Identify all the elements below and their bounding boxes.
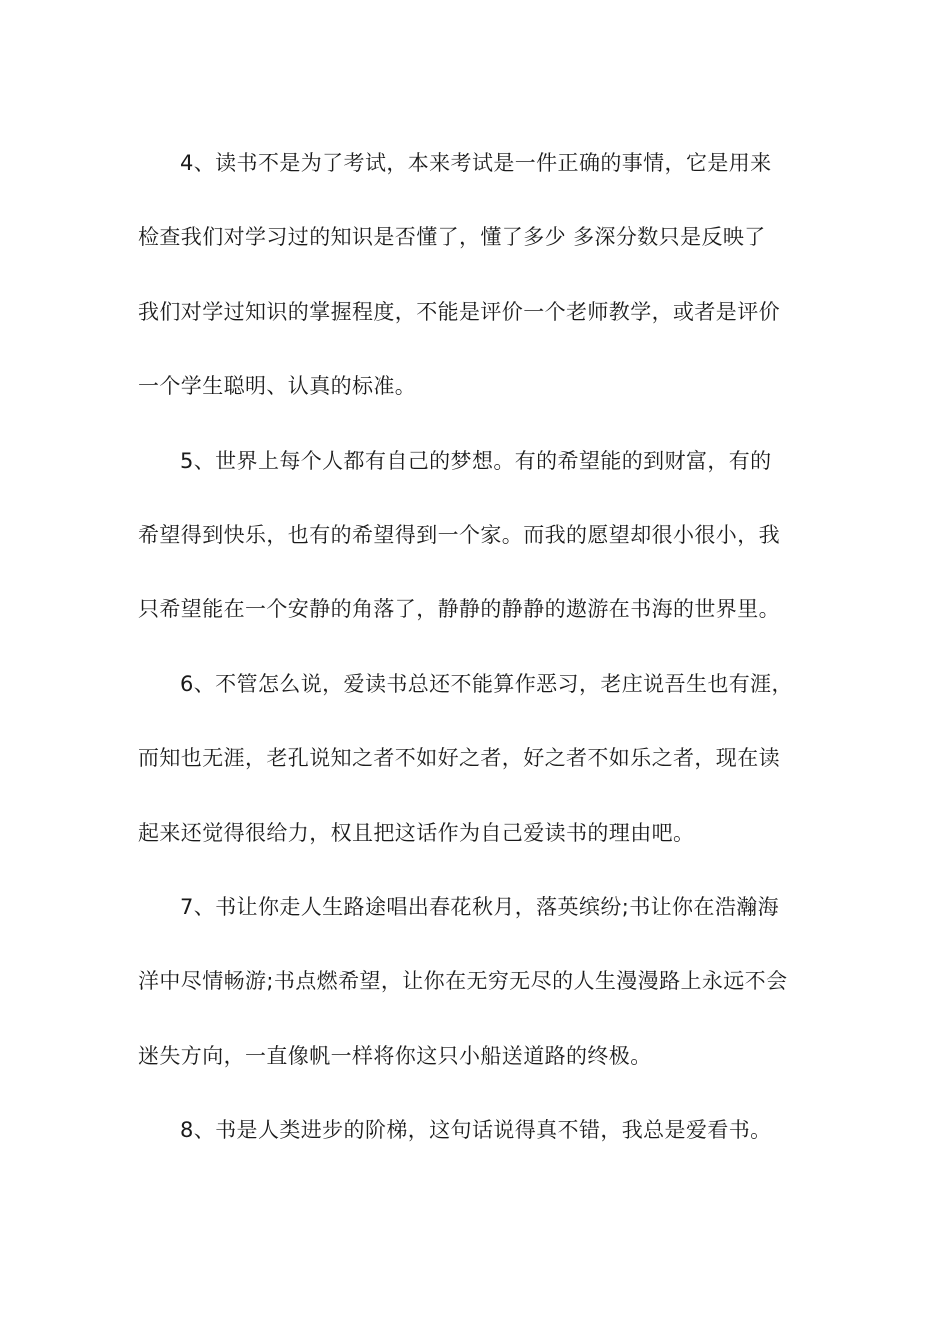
paragraph-6-line-1: 6、不管怎么说，爱读书总还不能算作恶习，老庄说吾生也有涯，: [180, 671, 793, 696]
document-body: [138, 140, 818, 1181]
paragraph-4-line-1: 4、读书不是为了考试，本来考试是一件正确的事情，它是用来: [180, 151, 772, 175]
paragraph-5-line-1: 5、世界上每个人都有自己的梦想。有的希望能的到财富，有的: [180, 448, 772, 473]
paragraph-4-line-3: 我们对学过知识的掌握程度，不能是评价一个老师教学，或者是评价: [138, 299, 780, 324]
paragraph-7-line-3: 迷失方向，一直像帆一样将你这只小船送道路的终极。: [138, 1043, 652, 1068]
paragraph-6-line-3: 起来还觉得很给力，权且把这话作为自己爱读书的理由吧。: [138, 820, 695, 845]
paragraph-5-line-2: 希望得到快乐，也有的希望得到一个家。而我的愿望却很小很小，我: [138, 522, 780, 547]
paragraph-5-line-3: 只希望能在一个安静的角落了，静静的静静的遨游在书海的世界里。: [138, 597, 780, 622]
paragraph-6-line-2: 而知也无涯，老孔说知之者不如好之者，好之者不如乐之者，现在读: [138, 746, 780, 771]
paragraph-7-line-1: 7、书让你走人生路途唱出春花秋月，落英缤纷;书让你在浩瀚海: [180, 894, 780, 919]
paragraph-7-line-2: 洋中尽情畅游;书点燃希望，让你在无穷无尽的人生漫漫路上永远不会: [138, 969, 788, 994]
paragraph-4-line-2: 检查我们对学习过的知识是否懂了，懂了多少 多深分数只是反映了: [138, 225, 766, 250]
paragraph-4-line-4: 一个学生聪明、认真的标准。: [138, 374, 417, 399]
paragraph-8-line-1: 8、书是人类进步的阶梯，这句话说得真不错，我总是爱看书。: [180, 1118, 772, 1143]
